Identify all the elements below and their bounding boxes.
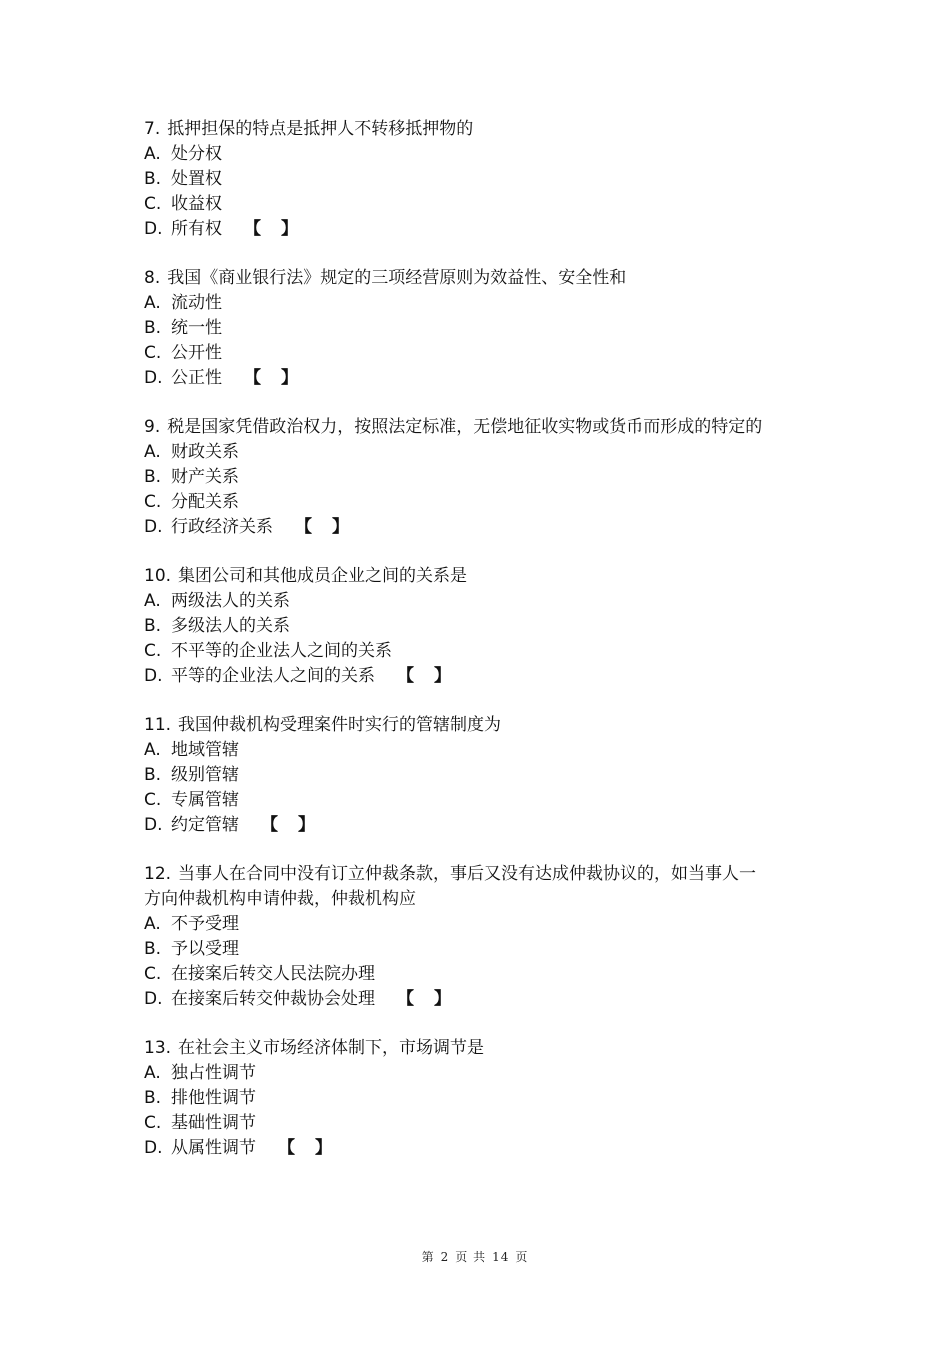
option-text: 予以受理 — [171, 939, 239, 959]
option-c — [144, 962, 784, 987]
bracket-open: 【 — [261, 815, 278, 835]
bracket-close: 】 — [434, 666, 451, 686]
option-text: 不平等的企业法人之间的关系 — [171, 641, 392, 661]
answer-bracket — [278, 1136, 332, 1161]
question-text: 在社会主义市场经济体制下，市场调节是 — [178, 1038, 485, 1058]
answer-bracket — [397, 664, 451, 689]
option-text: 专属管辖 — [171, 790, 239, 810]
question-number: 13. — [144, 1038, 172, 1058]
question-stem — [144, 862, 769, 912]
option-text: 在接案后转交人民法院办理 — [171, 964, 375, 984]
question-9 — [144, 415, 784, 540]
option-text: 级别管辖 — [171, 765, 239, 785]
option-letter: A. — [144, 591, 161, 611]
option-letter: D. — [144, 517, 163, 537]
bracket-open: 【 — [397, 666, 414, 686]
option-letter: A. — [144, 442, 161, 462]
footer-prefix: 第 — [421, 1250, 435, 1264]
option-a — [144, 1061, 784, 1086]
question-11 — [144, 713, 784, 838]
option-letter: C. — [144, 343, 162, 363]
option-text: 两级法人的关系 — [171, 591, 290, 611]
option-letter: B. — [144, 467, 162, 487]
bracket-close: 】 — [315, 1138, 332, 1158]
option-text: 在接案后转交仲裁协会处理 — [171, 989, 375, 1009]
option-b — [144, 465, 784, 490]
option-text: 公正性 — [171, 368, 222, 388]
option-letter: C. — [144, 790, 162, 810]
option-text: 独占性调节 — [171, 1063, 256, 1083]
option-text: 行政经济关系 — [171, 517, 273, 537]
footer-page-number: 2 — [440, 1250, 450, 1264]
question-number: 12. — [144, 864, 172, 884]
option-b — [144, 763, 784, 788]
question-10 — [144, 564, 784, 689]
option-a — [144, 291, 784, 316]
bracket-open: 【 — [397, 989, 414, 1009]
question-number: 11. — [144, 715, 172, 735]
option-letter: B. — [144, 765, 162, 785]
option-letter: C. — [144, 194, 162, 214]
option-letter: D. — [144, 219, 163, 239]
option-letter: B. — [144, 616, 162, 636]
question-13 — [144, 1036, 784, 1161]
question-text: 我国仲裁机构受理案件时实行的管辖制度为 — [178, 715, 502, 735]
question-text: 集团公司和其他成员企业之间的关系是 — [178, 566, 468, 586]
option-letter: C. — [144, 641, 162, 661]
question-stem — [144, 415, 769, 440]
bracket-open: 【 — [278, 1138, 295, 1158]
option-d — [144, 217, 784, 242]
bracket-close: 】 — [281, 219, 298, 239]
question-text: 税是国家凭借政治权力，按照法定标准，无偿地征收实物或货币而形成的特定的 — [167, 417, 763, 437]
question-number: 8. — [144, 268, 161, 288]
page-footer — [0, 1248, 950, 1265]
option-text: 排他性调节 — [171, 1088, 256, 1108]
option-letter: A. — [144, 914, 161, 934]
bracket-close: 】 — [281, 368, 298, 388]
question-number: 10. — [144, 566, 172, 586]
option-text: 处分权 — [171, 144, 222, 164]
option-d — [144, 813, 784, 838]
option-text: 分配关系 — [171, 492, 239, 512]
option-letter: A. — [144, 293, 161, 313]
option-text: 公开性 — [171, 343, 222, 363]
question-stem — [144, 117, 769, 142]
option-text: 基础性调节 — [171, 1113, 256, 1133]
option-text: 地域管辖 — [171, 740, 239, 760]
option-text: 流动性 — [171, 293, 222, 313]
question-7 — [144, 117, 784, 242]
option-text: 从属性调节 — [171, 1138, 256, 1158]
option-c — [144, 788, 784, 813]
option-text: 所有权 — [171, 219, 222, 239]
option-text: 收益权 — [171, 194, 222, 214]
option-b — [144, 1086, 784, 1111]
question-text: 当事人在合同中没有订立仲裁条款，事后又没有达成仲裁协议的，如当事人一方向仲裁机构申请仲裁，仲裁机构应 — [144, 864, 757, 909]
footer-total-pages: 14 — [492, 1250, 510, 1264]
option-text: 财政关系 — [171, 442, 239, 462]
question-8 — [144, 266, 784, 391]
footer-suffix: 页 — [515, 1250, 529, 1264]
bracket-close: 】 — [332, 517, 349, 537]
bracket-open: 【 — [244, 219, 261, 239]
option-a — [144, 440, 784, 465]
option-c — [144, 1111, 784, 1136]
option-d — [144, 515, 784, 540]
option-a — [144, 912, 784, 937]
question-list — [144, 117, 784, 1185]
option-letter: C. — [144, 492, 162, 512]
question-text: 我国《商业银行法》规定的三项经营原则为效益性、安全性和 — [167, 268, 627, 288]
question-stem — [144, 564, 769, 589]
option-letter: B. — [144, 1088, 162, 1108]
option-letter: A. — [144, 1063, 161, 1083]
question-stem — [144, 713, 769, 738]
option-c — [144, 341, 784, 366]
option-c — [144, 639, 784, 664]
option-text: 处置权 — [171, 169, 222, 189]
option-c — [144, 490, 784, 515]
option-letter: D. — [144, 1138, 163, 1158]
option-letter: D. — [144, 815, 163, 835]
option-b — [144, 937, 784, 962]
option-letter: B. — [144, 169, 162, 189]
bracket-open: 【 — [295, 517, 312, 537]
option-letter: A. — [144, 740, 161, 760]
question-number: 9. — [144, 417, 161, 437]
option-c — [144, 192, 784, 217]
option-b — [144, 316, 784, 341]
option-letter: C. — [144, 1113, 162, 1133]
option-a — [144, 738, 784, 763]
option-d — [144, 987, 784, 1012]
question-stem — [144, 266, 769, 291]
answer-bracket — [261, 813, 315, 838]
question-number: 7. — [144, 119, 161, 139]
option-text: 不予受理 — [171, 914, 239, 934]
option-d — [144, 1136, 784, 1161]
option-letter: B. — [144, 318, 162, 338]
option-d — [144, 366, 784, 391]
answer-bracket — [244, 217, 298, 242]
question-stem — [144, 1036, 769, 1061]
answer-bracket — [295, 515, 349, 540]
option-a — [144, 142, 784, 167]
option-letter: D. — [144, 368, 163, 388]
option-letter: C. — [144, 964, 162, 984]
option-letter: B. — [144, 939, 162, 959]
option-letter: D. — [144, 666, 163, 686]
option-text: 平等的企业法人之间的关系 — [171, 666, 375, 686]
option-letter: A. — [144, 144, 161, 164]
option-text: 财产关系 — [171, 467, 239, 487]
option-b — [144, 614, 784, 639]
bracket-close: 】 — [434, 989, 451, 1009]
footer-middle: 页 共 — [455, 1250, 487, 1264]
answer-bracket — [244, 366, 298, 391]
option-letter: D. — [144, 989, 163, 1009]
option-d — [144, 664, 784, 689]
bracket-close: 】 — [298, 815, 315, 835]
question-text: 抵押担保的特点是抵押人不转移抵押物的 — [167, 119, 474, 139]
option-text: 约定管辖 — [171, 815, 239, 835]
bracket-open: 【 — [244, 368, 261, 388]
question-12 — [144, 862, 784, 1012]
option-b — [144, 167, 784, 192]
answer-bracket — [397, 987, 451, 1012]
option-text: 多级法人的关系 — [171, 616, 290, 636]
option-text: 统一性 — [171, 318, 222, 338]
option-a — [144, 589, 784, 614]
